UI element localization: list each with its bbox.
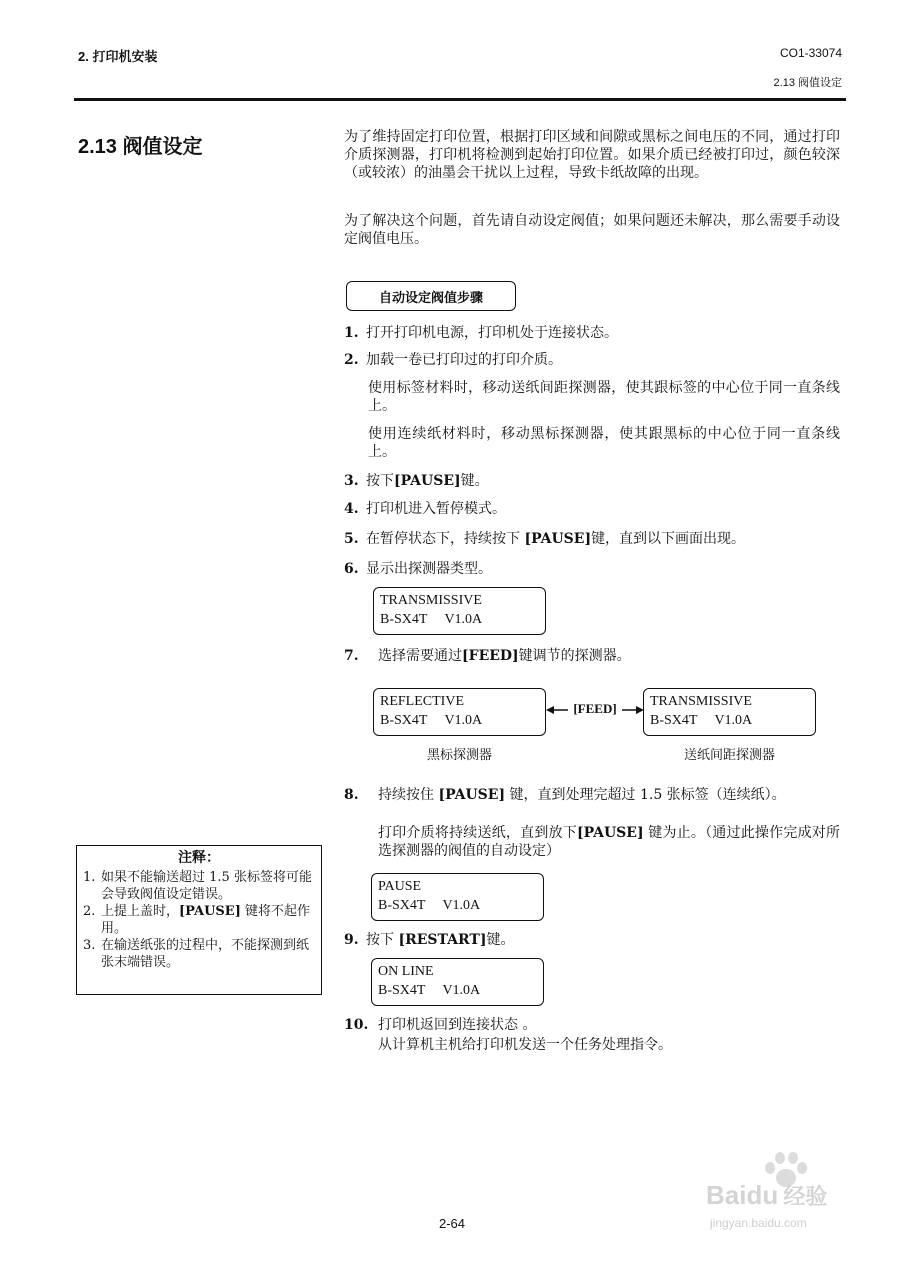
step-number: 10. (344, 1017, 369, 1033)
step-text: 按下 (366, 473, 394, 489)
step-number: 4. (344, 501, 359, 517)
step-number: 3. (344, 473, 359, 489)
note-title: 注释： (178, 850, 220, 866)
lcd-line-1: ON LINE (378, 964, 434, 979)
step-number: 2. (344, 352, 359, 368)
intro-paragraph-2: 为了解决这个问题，首先请自动设定阀值；如果问题还未解决，那么需要手动设定阀值电压。 (344, 213, 840, 247)
step-6 (344, 560, 840, 578)
step-5 (344, 530, 840, 548)
step-text: 持续按住 (378, 787, 439, 803)
step-text: 按下 (366, 932, 399, 948)
lcd-online (371, 958, 544, 1006)
step-8 (344, 786, 840, 804)
intro-paragraph-1: 为了维持固定打印位置，根据打印区域和间隙或黑标之间电压的不同，通过打印介质探测器，打印机将检测到起始打印位置。如果介质已经被打印过，颜色较深（或较浓）的油墨会干扰以上过程，导致卡纸故障的出现。 (344, 129, 840, 181)
step-text: 显示出探测器类型。 (366, 561, 492, 577)
step-text: 键。 (486, 932, 515, 948)
step-text: 键，直到以下画面出现。 (591, 531, 746, 547)
step-text: 键调节的探测器。 (518, 648, 631, 664)
key-label: [PAUSE] (179, 904, 241, 919)
page-number: 2-64 (438, 1216, 466, 1231)
step-text: 选择需要通过 (378, 648, 462, 664)
lcd-line-1: TRANSMISSIVE (650, 694, 752, 709)
section-title: 2.13 阀值设定 (78, 136, 203, 158)
note-number: 2. (83, 904, 96, 919)
step-number: 1. (344, 325, 359, 341)
key-label: [PAUSE] (438, 787, 506, 803)
header-rule (74, 98, 846, 101)
step-text: 打开打印机电源，打印机处于连接状态。 (366, 325, 618, 341)
step-10-sub: 从计算机主机给打印机发送一个任务处理指令。 (378, 1037, 672, 1053)
caption-transmissive: 送纸间距探测器 (683, 748, 775, 763)
step-2 (344, 351, 840, 369)
watermark-url: jingyan.baidu.com (710, 1216, 807, 1230)
feed-arrow-label: [FEED] (573, 701, 617, 716)
step-text: 在暂停状态下，持续按下 (366, 531, 525, 547)
note-number: 1. (83, 870, 96, 885)
caption-reflective: 黑标探测器 (426, 748, 492, 763)
lcd-transmissive (373, 587, 546, 635)
step-3 (344, 472, 840, 490)
lcd-line-1: PAUSE (378, 879, 422, 894)
step-text: 键，直到处理完超过 1.5 张标签（连续纸）。 (505, 787, 786, 803)
key-label: [RESTART] (398, 932, 487, 948)
watermark-brand-2: du (746, 1180, 779, 1210)
step-text: 打印机进入暂停模式。 (366, 501, 506, 517)
lcd-line-2: B-SX4T V1.0A (380, 713, 483, 728)
step-1 (344, 324, 840, 342)
key-label: [FEED] (462, 648, 519, 664)
step-number: 9. (344, 932, 359, 948)
note-text: 在输送纸张的过程中，不能探测到纸张末端错误。 (101, 938, 310, 970)
header-chapter: 2. 打印机安装 (78, 49, 158, 64)
lcd-transmissive-2 (643, 688, 816, 736)
step-number: 7. (344, 648, 359, 664)
lcd-reflective (373, 688, 546, 736)
lcd-line-1: TRANSMISSIVE (380, 593, 482, 608)
step-7 (344, 647, 840, 665)
note-text: 键将不起作用。 (101, 904, 311, 936)
step-9 (344, 931, 840, 949)
step-number: 8. (344, 787, 359, 803)
note-number: 3. (83, 938, 96, 953)
step-text: 加载一卷已打印过的打印介质。 (366, 352, 562, 368)
lcd-line-2: B-SX4T V1.0A (380, 612, 483, 627)
lcd-line-2: B-SX4T V1.0A (378, 983, 481, 998)
lcd-line-1: REFLECTIVE (380, 694, 464, 709)
step-text: 键。 (460, 473, 489, 489)
note-text: 如果不能输送超过 1.5 张标签将可能会导致阀值设定错误。 (101, 870, 312, 902)
step-text: 打印机返回到连接状态 。 (378, 1017, 537, 1033)
lcd-line-2: B-SX4T V1.0A (650, 713, 753, 728)
header-doc-code: CO1-33074 (779, 46, 842, 60)
header-section-ref: 2.13 阀值设定 (773, 77, 842, 89)
lcd-pause (371, 873, 544, 921)
step-2-sub-1: 使用标签材料时，移动送纸间距探测器，使其跟标签的中心位于同一直条线上。 (368, 380, 840, 414)
note-item (83, 937, 315, 971)
note-item (83, 869, 315, 903)
lcd-line-2: B-SX4T V1.0A (378, 898, 481, 913)
note-item (83, 903, 315, 937)
step-text: 打印介质将持续送纸，直到放下 (378, 825, 577, 841)
watermark-cn: 经验 (783, 1184, 828, 1209)
step-4 (344, 500, 840, 518)
procedure-label: 自动设定阀值步骤 (346, 281, 516, 311)
key-label: [PAUSE] (394, 473, 461, 489)
step-number: 5. (344, 531, 359, 547)
note-box (76, 845, 322, 995)
key-label: [PAUSE] (576, 825, 644, 841)
key-label: [PAUSE] (524, 531, 592, 547)
step-text: 键为止。（通过此操作完成对所选探测器的阀值的自动设定） (378, 825, 840, 859)
step-number: 6. (344, 561, 359, 577)
step-10 (344, 1016, 840, 1034)
step-8-sub (378, 824, 840, 860)
step-2-sub-2: 使用连续纸材料时，移动黑标探测器，使其跟黑标的中心位于同一直条线上。 (368, 426, 840, 460)
note-text: 上提上盖时， (101, 904, 180, 919)
watermark-brand: Bai (706, 1180, 747, 1210)
